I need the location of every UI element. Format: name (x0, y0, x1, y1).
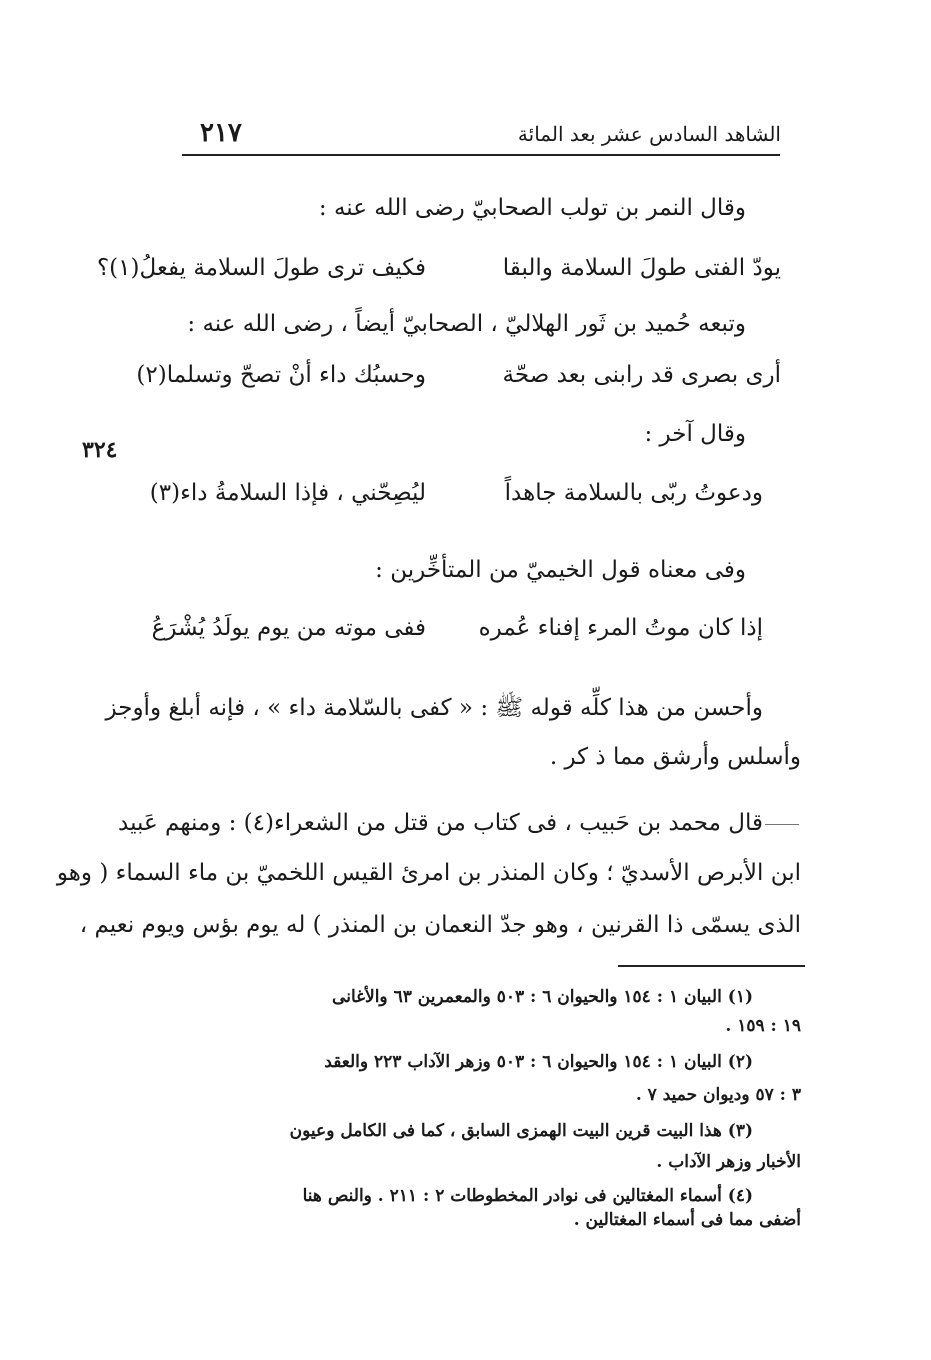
body-line: وقال النمر بن تولب الصحابيّ رضى الله عنه : (318, 195, 746, 221)
footnote-1-continued: ١٩ : ١٥٩ . (725, 1016, 801, 1036)
verse-1-first-hemistich: يودّ الفتى طولَ السلامة والبقا (502, 255, 781, 281)
footnote-4-continued: أضفى مما فى أسماء المغتالين . (573, 1210, 801, 1230)
verse-2-second-hemistich: وحسبُك داء أنْ تصحّ وتسلما(٢) (136, 362, 426, 388)
body-line: وأحسن من هذا كلِّه قوله ﷺ : « كفى بالسّلامة داء » ، فإنه أبلغ وأوجز (105, 695, 763, 721)
body-line: وفى معناه قول الخيميّ من المتأخِّرين : (375, 557, 746, 583)
page-number: ٢١٧ (200, 118, 242, 148)
verse-4-first-hemistich: إذا كان موتُ المرء إفناء عُمره (478, 615, 763, 641)
footnote-rule (618, 965, 805, 967)
footnote-3-continued: الأخبار وزهر الآداب . (656, 1152, 801, 1172)
footnote-3: (٣) هذا البيت قرين البيت الهمزى السابق ، كما فى الكامل وعيون (289, 1121, 753, 1141)
verse-2-first-hemistich: أرى بصرى قد رابنى بعد صحّة (502, 362, 781, 388)
footnote-2-continued: ٣ : ٥٧ وديوان حميد ٧ . (635, 1085, 801, 1105)
body-line: وتبعه حُميد بن ثَور الهلاليّ ، الصحابيّ أيضاً ، رضى الله عنه : (187, 311, 746, 337)
paragraph-dash (765, 824, 799, 825)
body-line: ابن الأبرص الأسديّ ؛ وكان المنذر بن امرئ القيس اللخميّ بن ماء السماء ( وهو (56, 860, 801, 886)
running-header-title: الشاهد السادس عشر بعد المائة (517, 122, 781, 146)
footnote-4: (٤) أسماء المغتالين فى نوادر المخطوطات ٢ : ٢١١ . والنص هنا (302, 1186, 753, 1206)
verse-1-second-hemistich: فكيف ترى طولَ السلامة يفعلُ(١)؟ (96, 255, 426, 281)
body-line: قال محمد بن حَبيب ، فى كتاب من قتل من الشعراء(٤) : ومنهم عَبيد (118, 810, 763, 836)
verse-3-first-hemistich: ودعوتُ ربّى بالسلامة جاهداً (504, 480, 763, 506)
footnote-1: (١) البيان ١ : ١٥٤ والحيوان ٦ : ٥٠٣ والمعمرين ٦٣ والأغانى (332, 987, 753, 1007)
margin-reference-number: ٣٢٤ (82, 437, 118, 463)
body-line: وأسلس وأرشق مما ذ كر . (549, 744, 801, 770)
verse-3-second-hemistich: ليُصِحّني ، فإذا السلامةُ داء(٣) (149, 480, 426, 506)
body-line: الذى يسمّى ذا القرنين ، وهو جدّ النعمان بن المنذر ) له يوم بؤس ويوم نعيم ، (79, 912, 801, 938)
footnote-2: (٢) البيان ١ : ١٥٤ والحيوان ٦ : ٥٠٣ وزهر الآداب ٢٢٣ والعقد (324, 1052, 753, 1072)
body-line: وقال آخر : (644, 421, 746, 447)
header-rule (182, 154, 780, 156)
verse-4-second-hemistich: ففى موته من يوم يولَدُ يُشْرَعُ (151, 615, 426, 641)
